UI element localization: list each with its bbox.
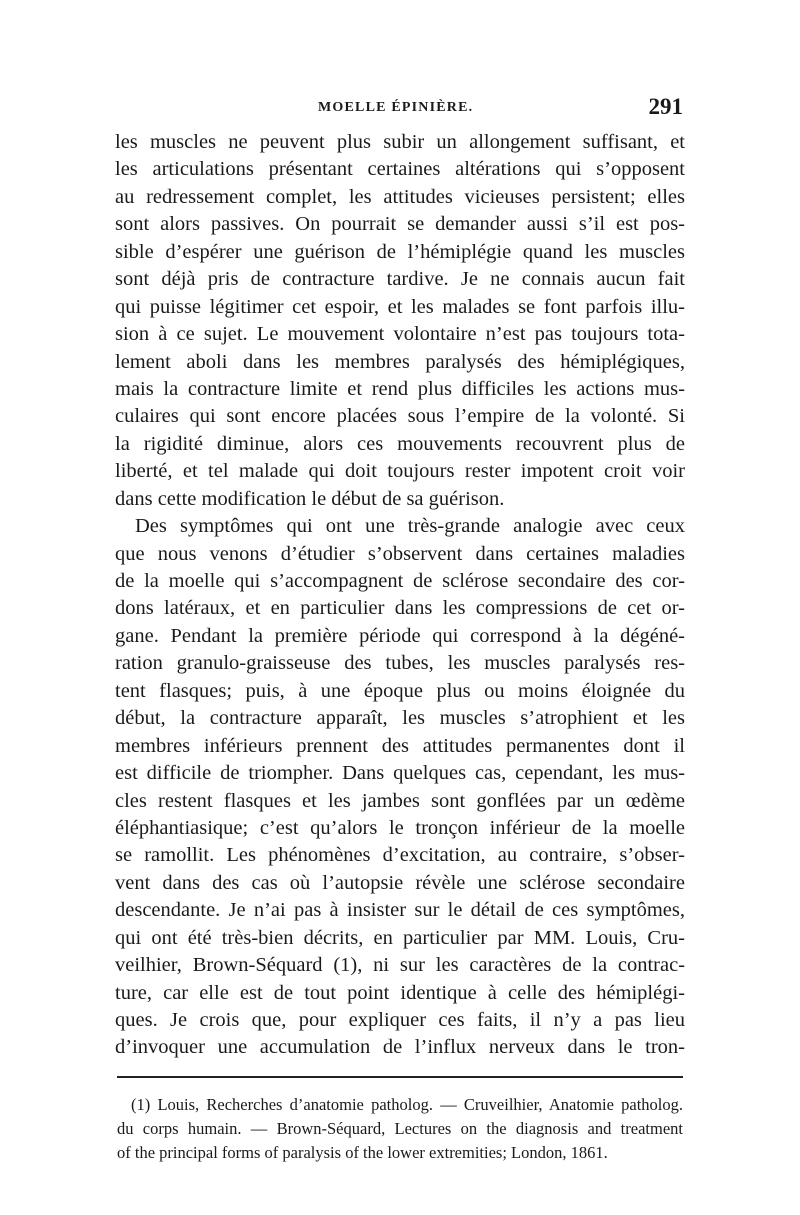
text-line: sible d’espérer une guérison de l’hémiplégie quand les muscles: [115, 240, 685, 263]
text-line: est difficile de triompher. Dans quelques cas, cependant, les mus-: [115, 762, 685, 785]
text-line: cles restent flasques et les jambes sont gonflées par un œdème: [115, 789, 685, 812]
text-line: la rigidité diminue, alors ces mouvements recouvrent plus de: [115, 432, 685, 455]
footnote-line: (1) Louis, Recherches d’anatomie patholog. — Cruveilhier, Anatomie patholog.: [131, 1095, 683, 1114]
text-line: dons latéraux, et en particulier dans les compressions de cet or-: [115, 597, 685, 620]
text-line: liberté, et tel malade qui doit toujours rester impotent croit voir: [115, 460, 685, 483]
text-line: début, la contracture apparaît, les muscles s’atrophient et les: [115, 707, 685, 730]
footnote-line: du corps humain. — Brown-Séquard, Lectures on the diagnosis and treatment: [117, 1119, 683, 1138]
paragraph-start-line: Des symptômes qui ont une très-grande analogie avec ceux: [135, 515, 685, 538]
text-line: qui ont été très-bien décrits, en particulier par MM. Louis, Cru-: [115, 926, 685, 949]
running-title: MOELLE ÉPINIÈRE.: [318, 100, 474, 115]
page-number: 291: [648, 94, 683, 119]
text-line: qui puisse légitimer cet espoir, et les malades se font parfois illu-: [115, 295, 685, 318]
text-line: les muscles ne peuvent plus subir un allongement suffisant, et: [115, 131, 685, 153]
text-line: culaires qui sont encore placées sous l’empire de la volonté. Si: [115, 405, 685, 428]
paragraph-end-line: dans cette modification le début de sa guérison.: [115, 487, 505, 510]
text-line: vent dans des cas où l’autopsie révèle une sclérose secondaire: [115, 871, 685, 894]
text-line: éléphantiasique; c’est qu’alors le tronçon inférieur de la moelle: [115, 816, 685, 839]
footnote: [117, 1093, 683, 1165]
text-line: sont déjà pris de contracture tardive. Je ne connais aucun fait: [115, 268, 685, 291]
body-text: [115, 129, 685, 1062]
text-line: veilhier, Brown-Séquard (1), ni sur les caractères de la contrac-: [115, 954, 685, 977]
text-line: lement aboli dans les membres paralysés des hémiplégiques,: [115, 350, 685, 373]
text-line: d’invoquer une accumulation de l’influx nerveux dans le tron-: [115, 1036, 685, 1059]
text-line: mais la contracture limite et rend plus difficiles les actions mus-: [115, 377, 685, 400]
text-line: se ramollit. Les phénomènes d’excitation, au contraire, s’obser-: [115, 844, 685, 867]
text-line: descendante. Je n’ai pas à insister sur le détail de ces symptômes,: [115, 899, 685, 922]
footnote-line: of the principal forms of paralysis of the lower extremities; London, 1861.: [117, 1143, 608, 1162]
text-line: sion à ce sujet. Le mouvement volontaire n’est pas toujours tota-: [115, 323, 685, 346]
text-line: au redressement complet, les attitudes vicieuses persistent; elles: [115, 185, 685, 208]
text-line: tent flasques; puis, à une époque plus ou moins éloignée du: [115, 679, 685, 702]
running-head: [113, 94, 683, 124]
text-line: ture, car elle est de tout point identique à celle des hémiplégi-: [115, 981, 685, 1004]
text-line: ration granulo-graisseuse des tubes, les muscles paralysés res-: [115, 652, 685, 675]
text-line: les articulations présentant certaines altérations qui s’opposent: [115, 158, 685, 181]
footnote-separator: [117, 1076, 683, 1078]
text-line: ques. Je crois que, pour expliquer ces faits, il n’y a pas lieu: [115, 1009, 685, 1031]
text-line: membres inférieurs prennent des attitudes permanentes dont il: [115, 734, 685, 757]
text-line: que nous venons d’étudier s’observent dans certaines maladies: [115, 542, 685, 565]
text-line: gane. Pendant la première période qui correspond à la dégéné-: [115, 624, 685, 647]
text-line: sont alors passives. On pourrait se demander aussi s’il est pos-: [115, 213, 685, 236]
text-line: de la moelle qui s’accompagnent de sclérose secondaire des cor-: [115, 570, 685, 592]
